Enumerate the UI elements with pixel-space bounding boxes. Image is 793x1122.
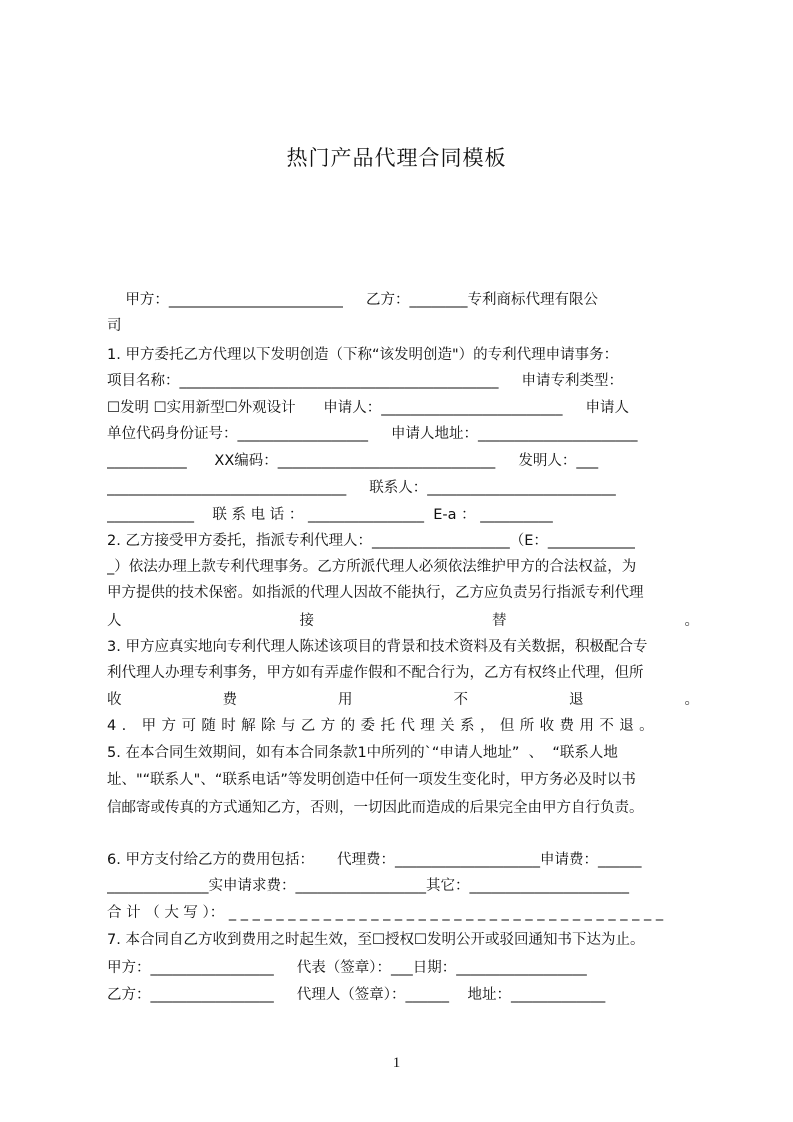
clause-1: 1. 甲方委托乙方代理以下发明创造（下称“该发明创造"）的专利代理申请事务： [107,347,619,363]
clause-4: 4. 甲方可随时解除与乙方的委托代理关系，但所收费用不退。 [107,718,660,734]
project-name-line: 项目名称：____________________________________________ 申请专利类型： [107,373,624,389]
party-line: 甲方：________________________ 乙方：________专利商标代理有限公 [107,292,598,308]
clause-2: 2. 乙方接受甲方委托，指派专利代理人：___________________（E：____________ [107,533,635,549]
clause-5-cont-2: 信邮寄或传真的方式通知乙方，否则，一切因此而造成的后果完全由甲方自行负责。 [107,800,644,816]
contact-line: _________________________________ 联系人：__________________________ [107,480,616,496]
total-amount-line: 合 计 （ 大 写 ）： _ _ _ _ _ _ _ _ _ _ _ _ _ _ _ _ _ _ _ _ _ _ _ _ _ _ _ _ _ _ _ _ _ _ _ _ _ [107,905,664,921]
clause-3-cont-2: 收 费 用 不 退 。 [107,692,699,708]
clause-3: 3. 甲方应真实地向专利代理人陈述该项目的背景和技术资料及有关数据，积极配合专 [107,639,648,655]
patent-type-line: ☐发明 ☐实用新型☐外观设计 申请人：_________________________ 申请人 [107,400,630,416]
phone-email-line: ____________ 联 系 电 话 ： ________________ E-a ： __________ [107,507,553,523]
clause-2-cont-2: 甲方提供的技术保密。如指派的代理人因故不能执行，乙方应负责另行指派专利代理 [107,585,644,601]
document-title: 热门产品代理合同模板 [286,146,507,170]
clause-6: 6. 甲方支付给乙方的费用包括： 代理费：____________________申请费：______ [107,852,642,868]
clause-5-cont-1: 址、"“联系人"、“联系电话”等发明创造中任何一项发生变化时，甲方务必及时以书 [107,772,636,788]
party-b-signature-line: 乙方：_________________ 代理人（签章）：______ 地址：_____________ [107,987,606,1003]
clause-2-cont-1: _）依法办理上款专利代理事务。乙方所派代理人必须依法维护甲方的合法权益，为 [107,559,637,575]
party-line-cont: 司 [107,318,122,334]
id-address-line: 单位代码身份证号：__________________ 申请人地址：______________________ [107,426,638,442]
party-a-signature-line: 甲方：_________________ 代表（签章）：___日期：__________________ [107,960,587,976]
code-inventor-line: ___________ XX编码：______________________________ 发明人：___ [107,453,599,469]
page-number: 1 [392,1055,401,1071]
clause-5: 5. 在本合同生效期间，如有本合同条款1中所列的`“申请人地址” 、 “联系人地 [107,745,618,761]
clause-7: 7. 本合同自乙方收到费用之时起生效，至☐授权☐发明公开或驳回通知书下达为止。 [107,932,645,948]
clause-3-cont-1: 利代理人办理专利事务，甲方如有弄虚作假和不配合行为，乙方有权终止代理，但所 [107,665,644,681]
clause-2-cont-3: 人 接 替 。 [107,613,699,629]
clause-6-cont: ______________实申请求费：__________________其它：______________________ [107,878,629,894]
